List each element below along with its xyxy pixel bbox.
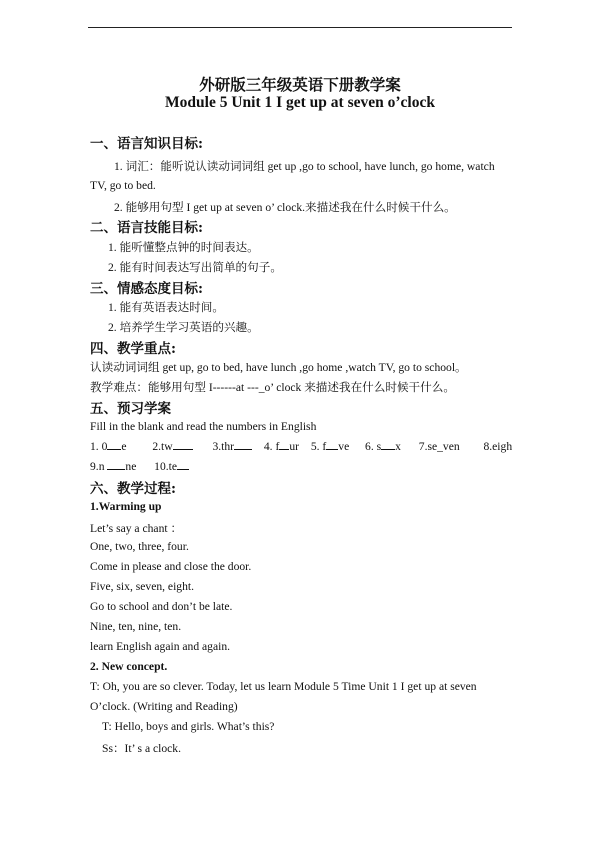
page-subtitle: Module 5 Unit 1 I get up at seven o’clock <box>165 94 435 111</box>
blank-line[interactable] <box>326 449 338 450</box>
blank-item: 10.te <box>154 460 189 473</box>
section-heading-preview: 五、预习学案 <box>90 401 171 417</box>
chant-intro: Let’s say a chant ： <box>90 522 183 535</box>
blank-line[interactable] <box>381 449 395 450</box>
chant-line: Five, six, seven, eight. <box>90 580 195 593</box>
section-heading-skills: 二、语言技能目标: <box>90 220 203 236</box>
teacher-line-2: T: Hello, boys and girls. What’s this? <box>102 720 275 733</box>
blank-line[interactable] <box>234 449 252 450</box>
fill-blank-row-2 <box>90 460 189 473</box>
blank-line[interactable] <box>279 449 289 450</box>
chant-line: Go to school and don’t be late. <box>90 600 233 613</box>
fill-blank-row-1 <box>90 440 512 453</box>
knowledge-item-2: 2. 能够用句型 I get up at seven o’ clock.来描述我在什么时候干什么。 <box>114 201 456 214</box>
skills-item-1: 1. 能听懂整点钟的时间表达。 <box>108 241 259 254</box>
page-title: 外研版三年级英语下册教学案 <box>199 75 401 94</box>
header-rule <box>88 27 512 28</box>
blank-item: 3.thr <box>212 440 252 453</box>
teacher-line-1: T: Oh, you are so clever. Today, let us learn Module 5 Time Unit 1 I get up at seven <box>90 680 477 693</box>
key-points-text: 认读动词词组 get up, go to bed, have lunch ,go home ,watch TV, go to school。 <box>90 361 467 374</box>
chant-line: learn English again and again. <box>90 640 231 653</box>
preview-instruction: Fill in the blank and read the numbers in English <box>90 420 317 433</box>
blank-item: 4. f ur <box>263 440 299 453</box>
blank-item: 2.tw <box>152 440 192 453</box>
blank-line[interactable] <box>173 449 193 450</box>
students-line: Ss：It’ s a clock. <box>102 742 181 755</box>
attitude-item-2: 2. 培养学生学习英语的兴趣。 <box>108 321 259 334</box>
blank-line[interactable] <box>107 449 121 450</box>
blank-line[interactable] <box>107 469 125 470</box>
section-heading-key-points: 四、教学重点: <box>90 341 176 357</box>
section-heading-knowledge: 一、语言知识目标: <box>90 136 203 152</box>
teacher-line-1-cont: O’clock. (Writing and Reading) <box>90 700 238 713</box>
difficult-points-text: 教学难点：能够用句型 I------at ---_o’ clock 来描述我在什么时候干什么。 <box>90 381 455 394</box>
knowledge-item-1: 1. 词汇：能听说认读动词词组 get up ,go to school, have lunch, go home, watch <box>114 160 495 173</box>
blank-item: 5. f ve <box>310 440 350 453</box>
blank-item: 6. s x <box>365 440 401 453</box>
blank-item: 1. 0 e <box>90 440 127 453</box>
blank-item: 8.eigh <box>483 440 513 453</box>
section-heading-process: 六、教学过程: <box>90 481 176 497</box>
new-concept-title: 2. New concept. <box>90 660 168 673</box>
attitude-item-1: 1. 能有英语表达时间。 <box>108 301 224 314</box>
chant-line: Nine, ten, nine, ten. <box>90 620 182 633</box>
chant-line: One, two, three, four. <box>90 540 189 553</box>
knowledge-item-1-cont: TV, go to bed. <box>90 179 156 192</box>
blank-item: 9.n ne <box>90 460 137 473</box>
skills-item-2: 2. 能有时间表达写出简单的句子。 <box>108 261 282 274</box>
blank-item: 7.se_ven <box>418 440 460 453</box>
warming-up-title: 1.Warming up <box>90 500 162 513</box>
section-heading-attitude: 三、情感态度目标: <box>90 281 203 297</box>
chant-line: Come in please and close the door. <box>90 560 252 573</box>
blank-line[interactable] <box>177 469 189 470</box>
